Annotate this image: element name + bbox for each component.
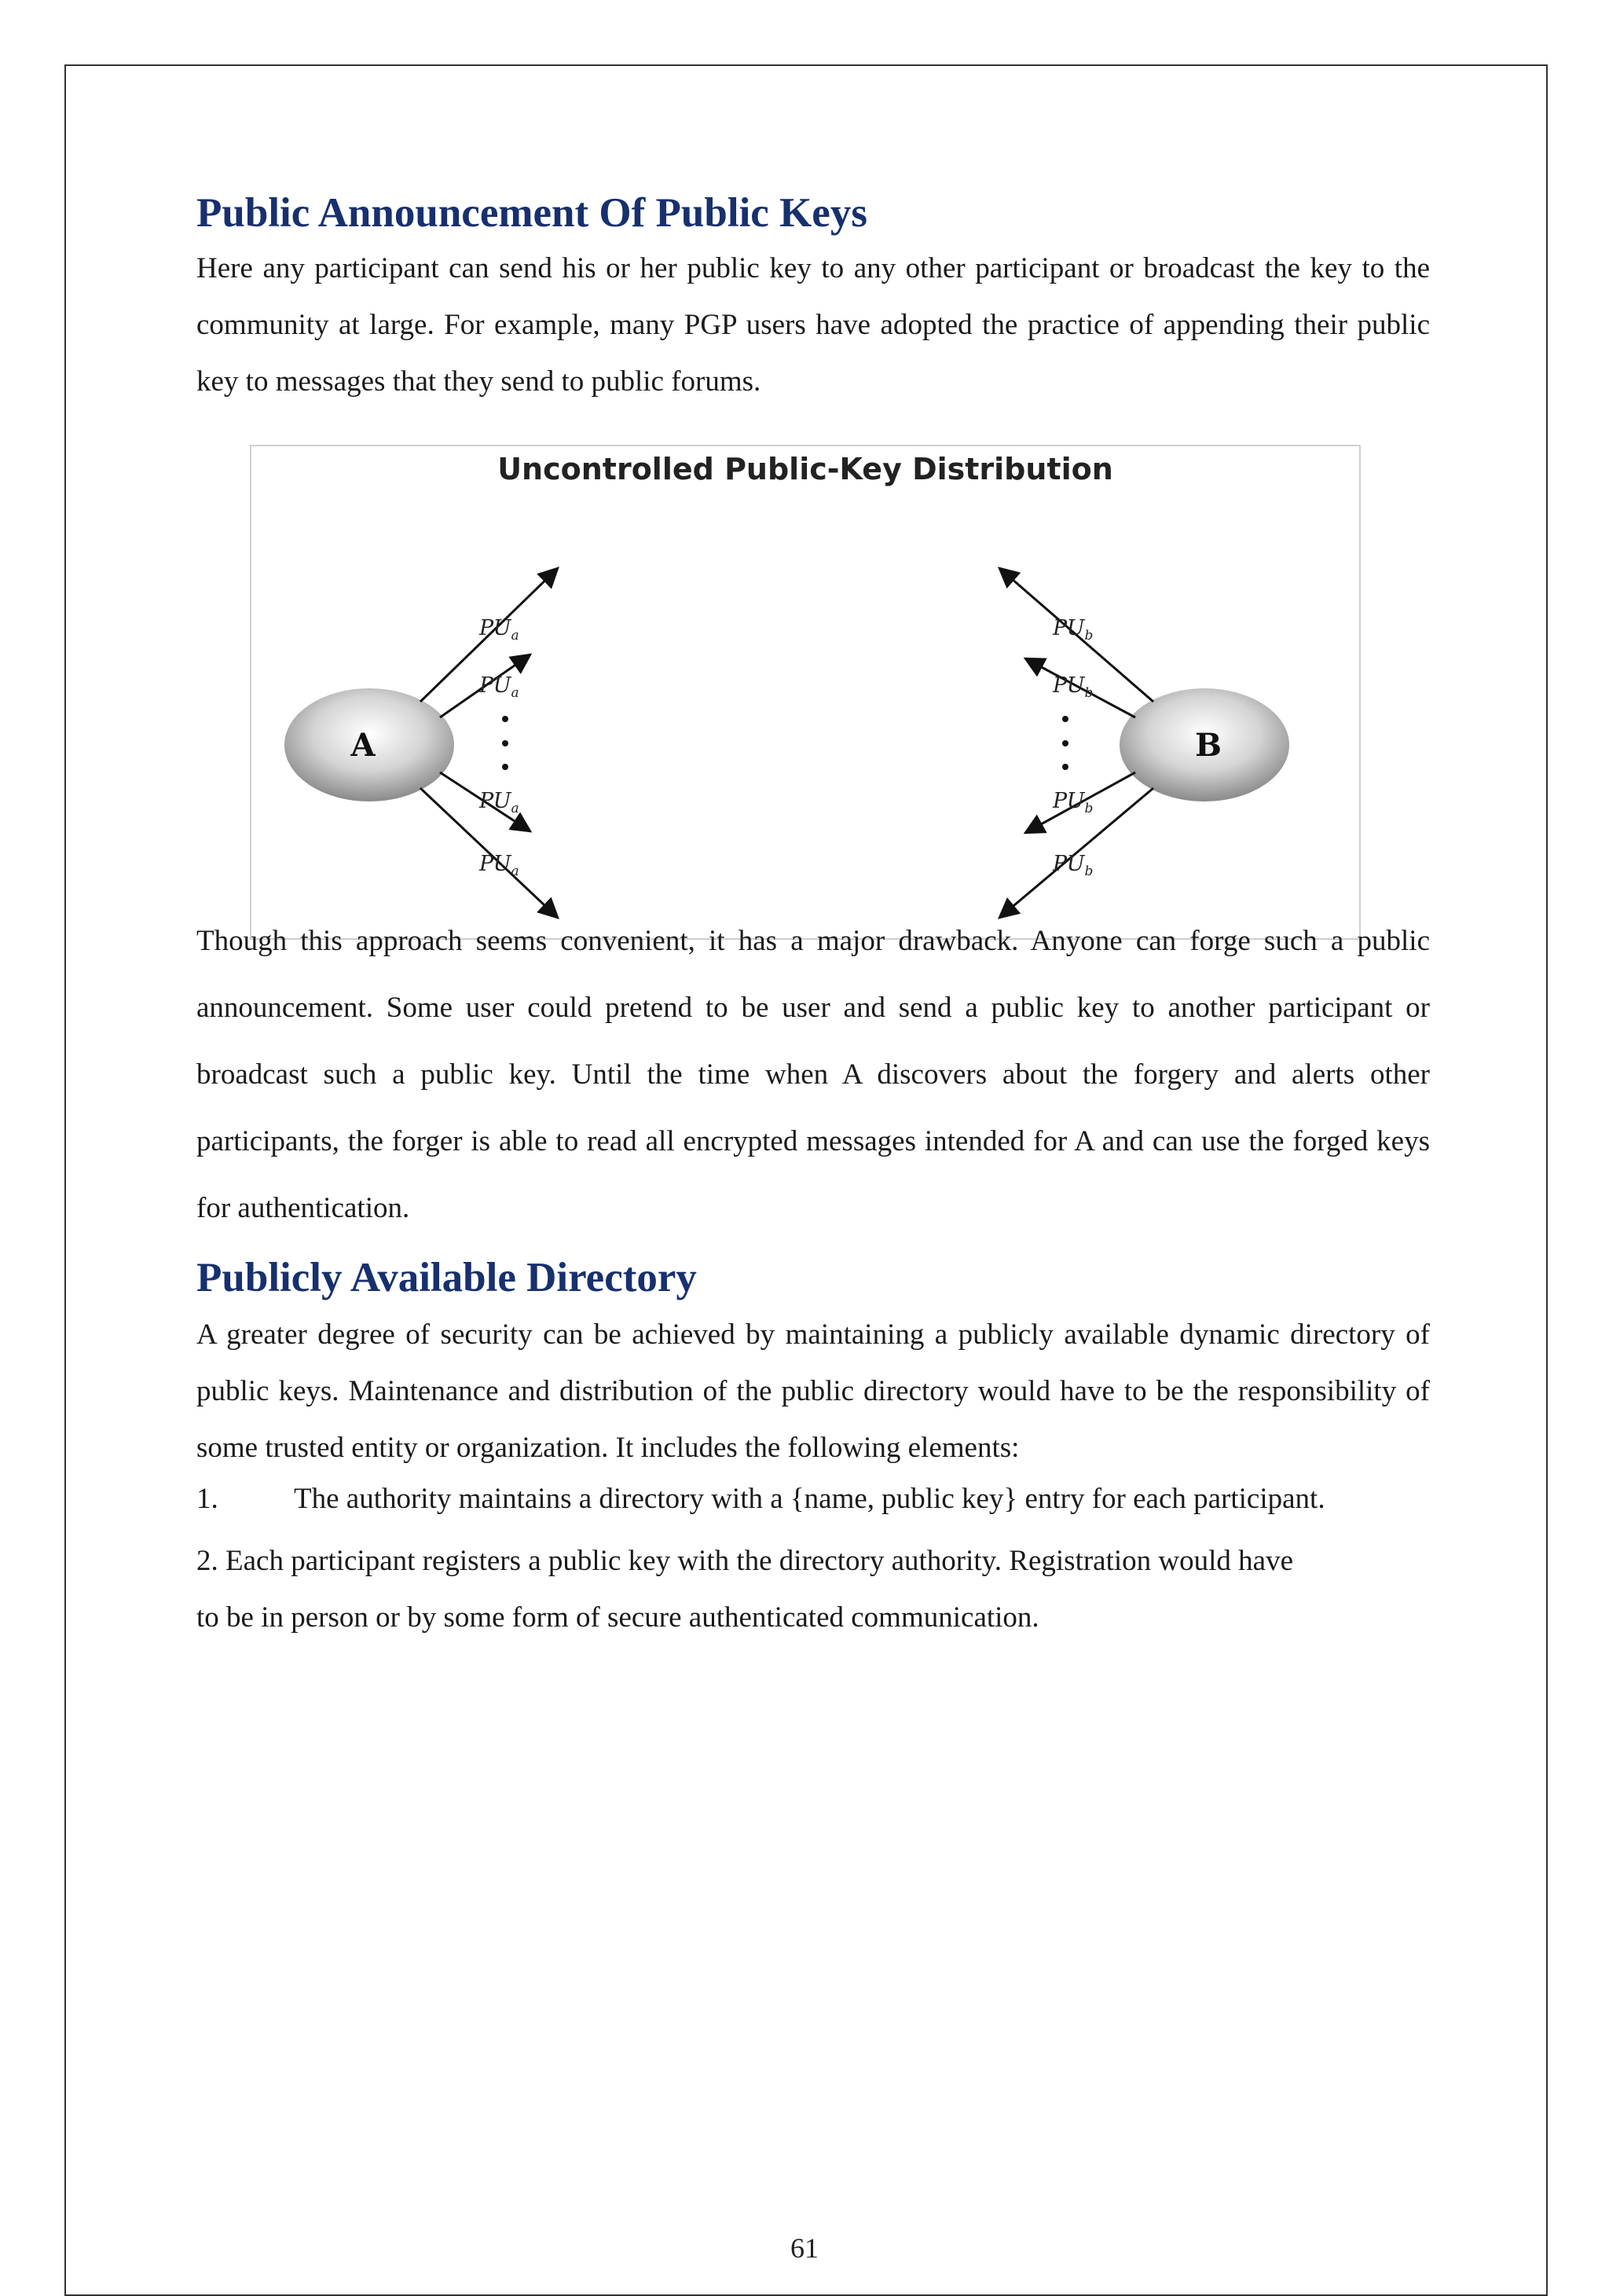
section-2 xyxy=(196,1253,1430,1646)
svg-text:PUb: $PU_b$ xyxy=(1053,673,1094,701)
drawback-paragraph: Though this approach seems convenient, it has a major drawback. Anyone can forge such a public announcement. Some user could pretend to be user and send a public key to another participant or broadcast such a public key. Until the time when A discovers about the forgery and alerts other participants, the forger is able to read all encrypted messages intended for A and can use the forged keys for authentication. xyxy=(196,925,1430,1224)
list-item-text: Each participant registers a public key with the directory authority. Registration would have to be in person or by some form of secure authenticated communication. xyxy=(196,1544,1293,1634)
page-number: 61 xyxy=(790,2232,819,2264)
list-item-number: 1. xyxy=(196,1482,218,1515)
svg-text:PUb: $PU_b$ xyxy=(1053,616,1094,644)
node-a-label: A xyxy=(350,727,376,764)
section-1-body xyxy=(196,908,1430,1242)
svg-text:PUa: $PU_a$ xyxy=(479,616,519,644)
node-b-label: B xyxy=(1195,727,1222,764)
svg-text:PUb: $PU_b$ xyxy=(1053,852,1094,879)
list-item xyxy=(196,1481,1430,1517)
figure-title: Uncontrolled Public-Key Distribution xyxy=(497,452,1113,486)
list-item-text: The authority maintains a directory with a {name, public key} entry for each participant. xyxy=(294,1482,1325,1515)
svg-text:PUb: $PU_b$ xyxy=(1053,789,1094,816)
svg-text:PUa: $PU_a$ xyxy=(479,789,519,816)
list-item-number: 2. xyxy=(196,1544,218,1577)
section-heading-publicly-available-directory: Publicly Available Directory xyxy=(196,1255,697,1300)
node-b-ellipsis-dots xyxy=(1062,716,1068,770)
node-a-ellipsis-dots xyxy=(502,716,508,770)
element-list xyxy=(196,1481,1430,1646)
uncontrolled-distribution-figure xyxy=(250,445,1361,940)
list-item xyxy=(196,1533,1312,1646)
section-1 xyxy=(196,189,1430,410)
section-1-intro: Here any participant can send his or her public key to any other participant or broadcast the key to the community at large. For example, many PGP users have adopted the practice of appending their public key to messages that they send to public forums. xyxy=(196,251,1430,398)
node-a-key-labels xyxy=(478,616,519,879)
node-b-key-labels xyxy=(1052,616,1093,879)
svg-text:PUa: $PU_a$ xyxy=(479,673,519,701)
svg-text:PUa: $PU_a$ xyxy=(479,852,519,879)
section-2-intro: A greater degree of security can be achieved by maintaining a publicly available dynamic directory of public keys. Maintenance and distribution of the public directory would have to be the responsibility of some trusted entity or organization. It includes the following elements: xyxy=(196,1318,1430,1464)
section-heading-public-announcement: Public Announcement Of Public Keys xyxy=(196,190,867,236)
distribution-diagram xyxy=(251,446,1359,938)
